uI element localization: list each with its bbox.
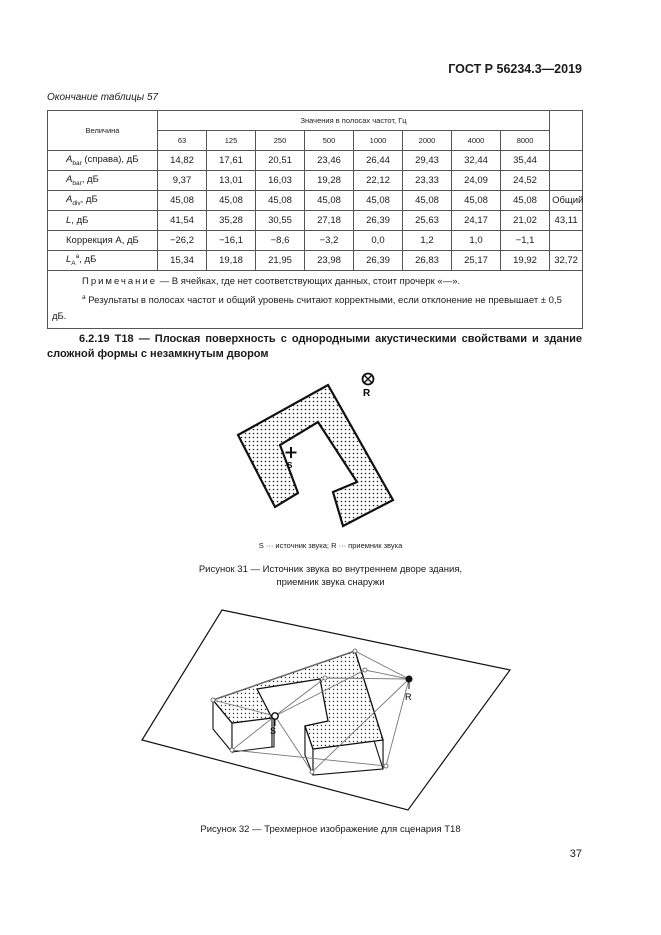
quantity-text: , дБ	[71, 215, 89, 226]
frequency-header: 2000	[403, 131, 452, 151]
value-cell: 21,95	[256, 251, 305, 271]
table-caption: Окончание таблицы 57	[47, 92, 159, 103]
footnote-text: Результаты в полосах частот и общий уровень считают корректными, если отклонение не превышает ± 0,5 дБ.	[52, 295, 562, 323]
frequency-header: 63	[158, 131, 207, 151]
quantity-symbol: A	[66, 154, 73, 166]
value-cell: 14,82	[158, 151, 207, 171]
value-cell: −8,6	[256, 231, 305, 251]
quantity-cell	[48, 171, 158, 191]
value-cell: −16,1	[207, 231, 256, 251]
value-cell: 45,08	[256, 191, 305, 211]
table-row	[48, 171, 583, 191]
standard-code: ГОСТ Р 56234.3—2019	[448, 62, 582, 76]
value-cell: 19,92	[501, 251, 550, 271]
value-cell: 26,44	[354, 151, 403, 171]
total-cell: 32,72	[550, 251, 583, 271]
table-row	[48, 191, 583, 211]
value-cell: 16,03	[256, 171, 305, 191]
quantity-cell	[48, 211, 158, 231]
frequency-header: 500	[305, 131, 354, 151]
band-header: Значения в полосах частот, Гц	[158, 111, 550, 131]
value-cell: 25,17	[452, 251, 501, 271]
quantity-subscript: div	[72, 199, 81, 207]
source-label: S	[270, 726, 277, 736]
value-cell: 23,46	[305, 151, 354, 171]
value-cell: 19,18	[207, 251, 256, 271]
quantity-text: Коррекция А, дБ	[66, 235, 139, 246]
value-cell: 30,55	[256, 211, 305, 231]
footnote-mark: a	[82, 294, 86, 301]
value-cell: 24,52	[501, 171, 550, 191]
receiver-label: R	[363, 388, 371, 399]
value-cell: 45,08	[403, 191, 452, 211]
total-cell: 43,11	[550, 211, 583, 231]
table-note	[48, 271, 583, 329]
frequency-header: 4000	[452, 131, 501, 151]
results-table	[47, 110, 583, 329]
receiver-icon	[363, 374, 374, 385]
quantity-cell	[48, 231, 158, 251]
value-cell: 26,39	[354, 251, 403, 271]
total-header	[550, 111, 583, 151]
figure31-plan	[200, 360, 420, 535]
quantity-cell	[48, 251, 158, 271]
value-cell: −26,2	[158, 231, 207, 251]
value-cell: 27,18	[305, 211, 354, 231]
value-cell: 1,2	[403, 231, 452, 251]
frequency-header: 8000	[501, 131, 550, 151]
table-row	[48, 211, 583, 231]
quantity-subscript: A	[71, 260, 76, 268]
figure31-legend: S ··· источник звука; R ··· приемник звука	[258, 541, 403, 550]
value-cell: 15,34	[158, 251, 207, 271]
quantity-text: (справа), дБ	[81, 154, 139, 166]
value-cell: 45,08	[452, 191, 501, 211]
value-cell: 23,98	[305, 251, 354, 271]
value-cell: 45,08	[305, 191, 354, 211]
section-heading: 6.2.19 Т18 — Плоская поверхность с однородными акустическими свойствами и здание сложной формы с незамкнутым двором	[47, 333, 582, 360]
value-cell: 26,39	[354, 211, 403, 231]
value-cell: 45,08	[158, 191, 207, 211]
table-body	[48, 151, 583, 271]
value-cell: 22,12	[354, 171, 403, 191]
figure31-caption-line1: Рисунок 31 — Источник звука во внутреннем дворе здания,	[198, 564, 463, 575]
quantity-cell	[48, 151, 158, 171]
total-cell	[550, 151, 583, 171]
note-text: — В ячейках, где нет соответствующих данных, стоит прочерк «—».	[157, 276, 461, 287]
quantity-subscript: bar	[72, 159, 82, 167]
figure31-caption	[0, 563, 661, 589]
source-icon	[286, 447, 297, 458]
quantity-text: , дБ	[81, 174, 99, 186]
value-cell: 35,44	[501, 151, 550, 171]
value-cell: 1,0	[452, 231, 501, 251]
quantity-text: , дБ	[80, 194, 98, 206]
frequency-header: 1000	[354, 131, 403, 151]
value-cell: 32,44	[452, 151, 501, 171]
quantity-symbol: L	[66, 254, 72, 266]
frequency-header: 250	[256, 131, 305, 151]
note-label: Примечание	[82, 276, 157, 287]
value-cell: 29,43	[403, 151, 452, 171]
quantity-cell	[48, 191, 158, 211]
figure32-caption: Рисунок 32 — Трехмерное изображение для сценария Т18	[200, 824, 461, 835]
figure31-caption-line2: приемник звука снаружи	[276, 577, 385, 588]
value-cell: 13,01	[207, 171, 256, 191]
page-number: 37	[569, 848, 582, 860]
quantity-superscript: a	[75, 253, 80, 261]
frequency-header: 125	[207, 131, 256, 151]
table-row	[48, 151, 583, 171]
receiver-label: R	[405, 692, 412, 702]
value-cell: 19,28	[305, 171, 354, 191]
value-cell: −1,1	[501, 231, 550, 251]
value-cell: 0,0	[354, 231, 403, 251]
value-cell: 41,54	[158, 211, 207, 231]
value-cell: 45,08	[207, 191, 256, 211]
total-cell: Общий	[550, 191, 583, 211]
quantity-subscript: bar	[72, 179, 82, 187]
value-cell: 24,09	[452, 171, 501, 191]
total-cell	[550, 231, 583, 251]
value-cell: 45,08	[354, 191, 403, 211]
value-cell: 24,17	[452, 211, 501, 231]
value-cell: 20,51	[256, 151, 305, 171]
quantity-header: Величина	[48, 111, 158, 151]
value-cell: 26,83	[403, 251, 452, 271]
figure32-3d	[140, 600, 530, 815]
value-cell: 21,02	[501, 211, 550, 231]
value-cell: 35,28	[207, 211, 256, 231]
value-cell: 23,33	[403, 171, 452, 191]
source-label: S	[287, 461, 293, 470]
value-cell: 25,63	[403, 211, 452, 231]
value-cell: 9,37	[158, 171, 207, 191]
building-plan	[238, 385, 393, 526]
quantity-symbol: A	[66, 174, 73, 186]
total-cell	[550, 171, 583, 191]
value-cell: 45,08	[501, 191, 550, 211]
quantity-text: , дБ	[79, 254, 97, 266]
value-cell: 17,61	[207, 151, 256, 171]
quantity-symbol: A	[66, 194, 73, 206]
quantity-symbol: L	[66, 215, 72, 226]
value-cell: −3,2	[305, 231, 354, 251]
table-row	[48, 251, 583, 271]
table-row	[48, 231, 583, 251]
